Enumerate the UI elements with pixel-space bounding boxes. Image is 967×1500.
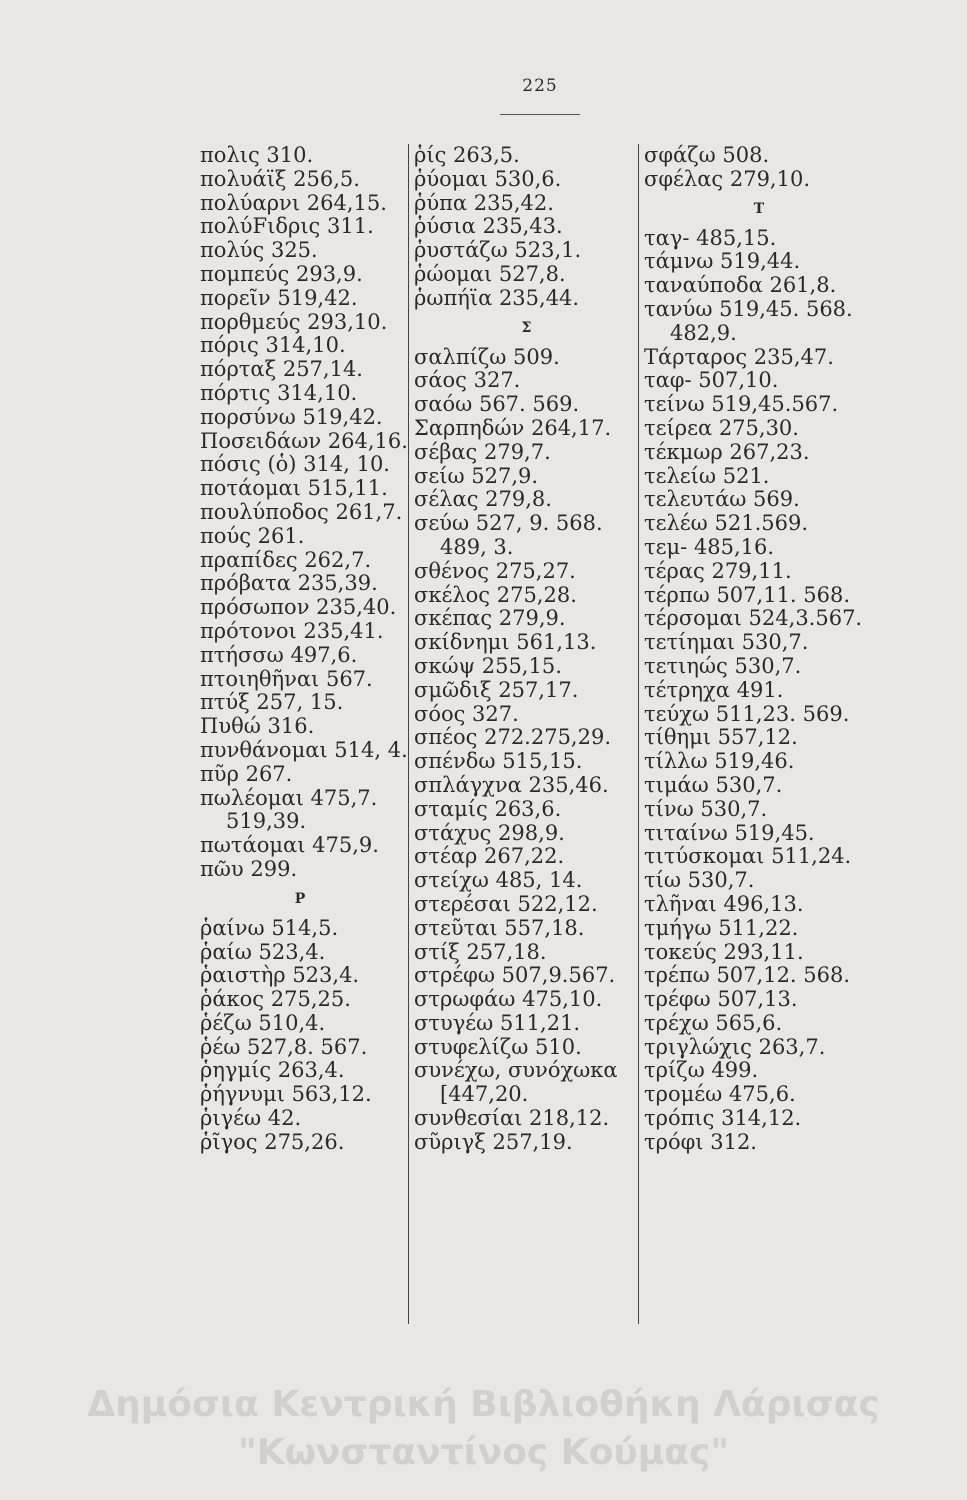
- index-entry: ῥαίνω 514,5.: [200, 915, 339, 940]
- index-entry: τίλλω 519,46.: [644, 749, 795, 774]
- index-entry: σφάζω 508.: [644, 143, 770, 167]
- index-entry: ῥῖγος 275,26.: [200, 1129, 345, 1154]
- index-entry: πορθμεύς 293,10.: [200, 309, 388, 334]
- index-entry: σκίδνημι 561,13.: [414, 630, 597, 655]
- index-entry: ῥωπήϊα 235,44.: [414, 285, 580, 310]
- index-entry: σέλας 279,8.: [414, 487, 552, 512]
- index-entry: πόρτις 314,10.: [200, 380, 358, 405]
- index-entry: 519,39.: [226, 809, 307, 834]
- index-entry: ταφ- 507,10.: [644, 368, 779, 393]
- index-entry: στερέσαι 522,12.: [414, 891, 598, 916]
- index-entry: στυφελίζω 510.: [414, 1034, 582, 1059]
- index-entry: ταγ- 485,15.: [644, 225, 777, 250]
- index-entry: ῥώομαι 527,8.: [414, 261, 566, 286]
- index-entry: σπέος 272.275,29.: [414, 725, 612, 750]
- index-entry: πολύαρνι 264,15.: [200, 190, 387, 215]
- index-entry: πόσις (ὁ) 314, 10.: [200, 452, 390, 477]
- index-entry: Σαρπηδών 264,17.: [414, 415, 612, 440]
- index-column-2: [408, 144, 639, 1324]
- index-entry: τιταίνω 519,45.: [644, 820, 815, 845]
- index-entry: στυγέω 511,21.: [414, 1010, 581, 1035]
- letter-heading: Ρ: [294, 890, 306, 907]
- index-entry: σέβας 279,7.: [414, 439, 551, 464]
- index-entry: πτύξ 257, 15.: [200, 690, 344, 715]
- index-entry: ῥύσια 235,43.: [414, 214, 563, 239]
- index-entry: τρόπις 314,12.: [644, 1106, 802, 1131]
- index-entry: τρίζω 499.: [644, 1058, 759, 1083]
- index-entry: πωλέομαι 475,7.: [200, 785, 378, 810]
- index-entry: τετιηώς 530,7.: [644, 653, 802, 678]
- index-entry: τρέχω 565,6.: [644, 1010, 783, 1035]
- index-entry: ῥίς 263,5.: [414, 143, 520, 167]
- index-entry: τετίημαι 530,7.: [644, 630, 809, 655]
- index-entry: τρέφω 507,13.: [644, 987, 798, 1012]
- index-entry: στεῦται 557,18.: [414, 915, 585, 940]
- index-entry: τελέω 521.569.: [644, 511, 809, 536]
- index-entry: ῥιγέω 42.: [200, 1106, 302, 1131]
- index-entry: ποτάομαι 515,11.: [200, 476, 388, 501]
- index-entry: πούς 261.: [200, 523, 305, 548]
- index-entry: συνθεσίαι 218,12.: [414, 1106, 610, 1131]
- index-entry: πῶυ 299.: [200, 856, 298, 881]
- index-entry: 489, 3.: [440, 534, 514, 559]
- page-number: 225: [522, 76, 558, 96]
- index-entry: τριγλώχις 263,7.: [644, 1034, 826, 1059]
- header-rule: [500, 114, 580, 115]
- index-entry: σταμίς 263,6.: [414, 796, 562, 821]
- index-entry: ῥέζω 510,4.: [200, 1010, 326, 1035]
- index-entry: πομπεύς 293,9.: [200, 261, 363, 286]
- index-entry: πουλύποδος 261,7.: [200, 499, 403, 524]
- index-entry: ῥύπα 235,42.: [414, 190, 554, 215]
- letter-heading: Τ: [753, 200, 765, 217]
- index-entry: ῥάκος 275,25.: [200, 987, 351, 1012]
- index-entry: πολυάϊξ 256,5.: [200, 166, 360, 191]
- index-entry: τελευτάω 569.: [644, 487, 800, 512]
- index-entry: τλῆναι 496,13.: [644, 891, 804, 916]
- index-entry: πολύFιδρις 311.: [200, 214, 374, 239]
- index-entry: τίω 530,7.: [644, 868, 755, 893]
- index-entry: πολύς 325.: [200, 238, 318, 263]
- index-entry: πορσύνω 519,42.: [200, 404, 383, 429]
- index-entry: σείω 527,9.: [414, 463, 539, 488]
- index-entry: τέρσομαι 524,3.567.: [644, 606, 863, 631]
- index-entry: 482,9.: [670, 320, 737, 345]
- index-entry: τέτρηχα 491.: [644, 677, 784, 702]
- index-entry: ταναύποδα 261,8.: [644, 273, 837, 298]
- index-entry: τμήγω 511,22.: [644, 915, 799, 940]
- index-entry: Πυθώ 316.: [200, 714, 315, 739]
- index-entry: ῥαίω 523,4.: [200, 939, 326, 964]
- index-entry: σκώψ 255,15.: [414, 653, 562, 678]
- index-column-1: [200, 143, 408, 1155]
- index-entry: τέκμωρ 267,23.: [644, 439, 810, 464]
- index-entry: τίθημι 557,12.: [644, 725, 798, 750]
- index-entry: πυνθάνομαι 514, 4.: [200, 737, 408, 762]
- index-entry: πρότονοι 235,41.: [200, 618, 384, 643]
- index-entry: σεύω 527, 9. 568.: [414, 511, 603, 536]
- index-entry: πόρταξ 257,14.: [200, 357, 363, 382]
- index-entry: ῥηγμίς 263,4.: [200, 1058, 345, 1083]
- index-entry: τρομέω 475,6.: [644, 1082, 796, 1107]
- index-entry: σάος 327.: [414, 368, 521, 393]
- index-entry: σφέλας 279,10.: [644, 166, 811, 191]
- index-entry: τιμάω 530,7.: [644, 772, 783, 797]
- index-entry: σόος 327.: [414, 701, 519, 726]
- index-entry: στίξ 257,18.: [414, 939, 547, 964]
- index-entry: τάμνω 519,44.: [644, 249, 801, 274]
- index-entry: στέαρ 267,22.: [414, 844, 565, 869]
- index-entry: στρέφω 507,9.567.: [414, 963, 616, 988]
- index-entry: πραπίδες 262,7.: [200, 547, 372, 572]
- index-entry: τέρπω 507,11. 568.: [644, 582, 851, 607]
- index-entry: ῥέω 527,8. 567.: [200, 1034, 368, 1059]
- index-entry: ῥαιστὴρ 523,4.: [200, 963, 360, 988]
- index-entry: πῦρ 267.: [200, 761, 293, 786]
- index-entry: πρόσωπον 235,40.: [200, 595, 397, 620]
- index-entry: Τάρταρος 235,47.: [644, 344, 834, 369]
- index-entry: τιτύσκομαι 511,24.: [644, 844, 852, 869]
- index-entry: συνέχω, συνόχωκα: [414, 1058, 618, 1083]
- index-entry: πτήσσω 497,6.: [200, 642, 358, 667]
- index-entry: πόρις 314,10.: [200, 333, 346, 358]
- library-watermark-line-1: Δημόσια Κεντρική Βιβλιοθήκη Λάρισας: [87, 1384, 880, 1425]
- index-entry: πωτάομαι 475,9.: [200, 833, 379, 858]
- index-entry: τείρεα 275,30.: [644, 415, 799, 440]
- index-entry: τίνω 530,7.: [644, 796, 768, 821]
- index-entry: [447,20.: [440, 1082, 529, 1107]
- index-entry: πτοιηθῆναι 567.: [200, 666, 373, 691]
- index-entry: τρόφι 312.: [644, 1129, 757, 1154]
- index-entry: πορεῖν 519,42.: [200, 285, 358, 310]
- index-entry: τοκεύς 293,11.: [644, 939, 804, 964]
- index-entry: σθένος 275,27.: [414, 558, 576, 583]
- index-entry: στρωφάω 475,10.: [414, 987, 603, 1012]
- index-entry: σκέλος 275,28.: [414, 582, 577, 607]
- index-entry: τρέπω 507,12. 568.: [644, 963, 851, 988]
- index-entry: σπένδω 515,15.: [414, 749, 583, 774]
- index-entry: σαλπίζω 509.: [414, 344, 560, 369]
- index-entry: σῦριγξ 257,19.: [414, 1129, 573, 1154]
- index-entry: τεύχω 511,23. 569.: [644, 701, 850, 726]
- index-entry: στείχω 485, 14.: [414, 868, 583, 893]
- index-column-3: [638, 144, 874, 1324]
- index-entry: τελείω 521.: [644, 463, 770, 488]
- index-entry: τέρας 279,11.: [644, 558, 792, 583]
- index-entry: σπλάγχνα 235,46.: [414, 772, 609, 797]
- index-entry: σκέπας 279,9.: [414, 606, 566, 631]
- library-watermark-line-2: "Κωνσταντίνος Κούμας": [237, 1432, 730, 1473]
- index-entry: Ποσειδάων 264,16.: [200, 428, 408, 453]
- index-entry: ῥυστάζω 523,1.: [414, 238, 582, 263]
- index-entry: τεμ- 485,16.: [644, 534, 775, 559]
- index-entry: στάχυς 298,9.: [414, 820, 565, 845]
- index-entry: ῥήγνυμι 563,12.: [200, 1082, 372, 1107]
- index-entry: τανύω 519,45. 568.: [644, 296, 853, 321]
- index-entry: σαόω 567. 569.: [414, 392, 580, 417]
- index-entry: σμῶδιξ 257,17.: [414, 677, 579, 702]
- index-entry: τείνω 519,45.567.: [644, 392, 839, 417]
- letter-heading: Σ: [521, 319, 532, 336]
- index-entry: πολις 310.: [200, 143, 314, 167]
- index-entry: πρόβατα 235,39.: [200, 571, 378, 596]
- index-entry: ῥύομαι 530,6.: [414, 166, 562, 191]
